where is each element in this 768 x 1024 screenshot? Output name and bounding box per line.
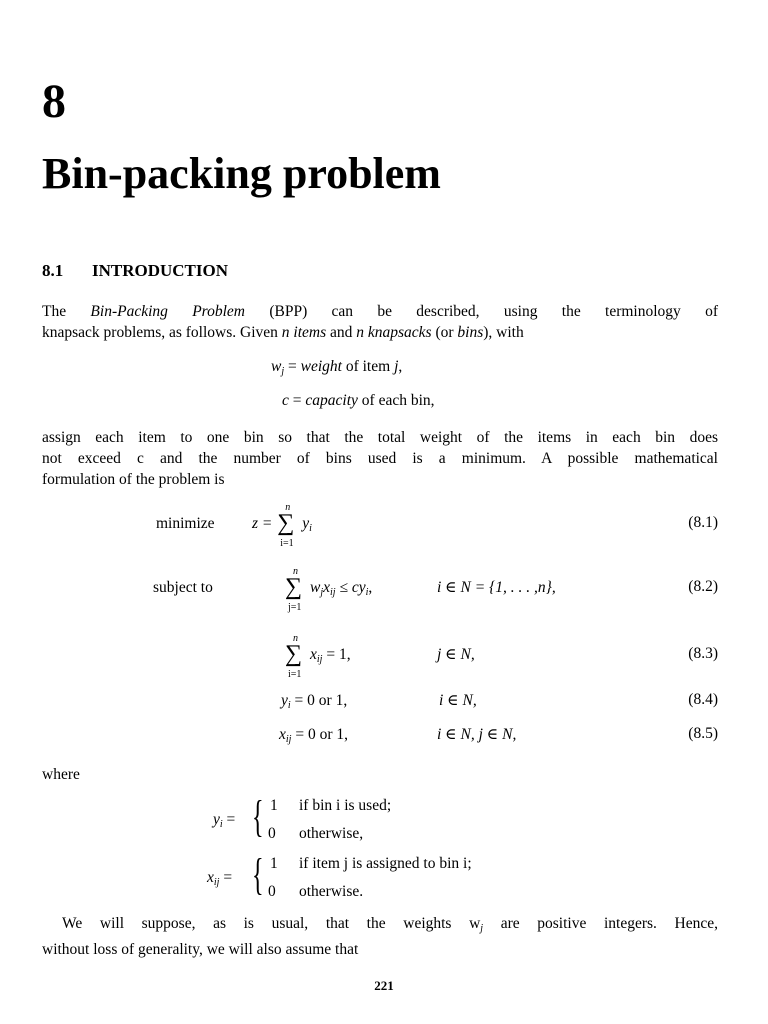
equation-8-1: z = n ∑ i=1 $y_i$ xyxy=(252,502,312,550)
assign-line-3: formulation of the problem is xyxy=(42,471,225,488)
subject-to-label: subject to xyxy=(153,579,213,596)
equation-number-8-3: (8.3) xyxy=(688,645,718,662)
assign-line-2: not exceed c and the number of bins used is a minimum. A possible mathematical xyxy=(42,450,718,467)
condition-8-3: j ∈ N, xyxy=(437,646,475,663)
chapter-title: Bin-packing problem xyxy=(42,149,441,198)
minimize-label: minimize xyxy=(156,515,215,532)
brace-y: { xyxy=(252,792,264,841)
equation-number-8-4: (8.4) xyxy=(688,691,718,708)
sum-symbol: n ∑ j=1 xyxy=(285,566,303,614)
intro-paragraph xyxy=(42,301,718,343)
equation-number-8-2: (8.2) xyxy=(688,578,718,595)
sum-symbol: n ∑ i=1 xyxy=(277,502,295,550)
equation-number-8-1: (8.1) xyxy=(688,514,718,531)
equation-8-4: $y_i = 0$ or 1, xyxy=(281,692,348,711)
sum-symbol: n ∑ i=1 xyxy=(285,633,303,681)
assign-paragraph xyxy=(42,427,718,490)
case-y-lhs: $y_i$ = xyxy=(213,811,236,830)
case-x-1-value: 1 xyxy=(270,855,278,872)
closing-line-1: We will suppose, as is usual, that the weights $w_j$ are positive integers. Hence, xyxy=(62,915,719,934)
section-title: INTRODUCTION xyxy=(92,261,229,280)
brace-x: { xyxy=(252,850,264,899)
case-y-1-text: if bin i is used; xyxy=(299,797,392,814)
condition-8-5: i ∈ N, j ∈ N, xyxy=(437,726,517,743)
equation-8-3: n ∑ i=1 $x_{ij} = 1$, xyxy=(285,633,351,681)
section-heading xyxy=(42,260,228,282)
chapter-number: 8 xyxy=(42,75,66,128)
case-y-1-value: 1 xyxy=(270,797,278,814)
equation-number-8-5: (8.5) xyxy=(688,725,718,742)
equation-8-5: $x_{ij} = 0$ or 1, xyxy=(279,726,348,745)
page-number: 221 xyxy=(374,978,394,993)
intro-line-1: The Bin-Packing Problem (BPP) can be described, using the terminology of xyxy=(42,303,718,320)
case-x-lhs: $x_{ij}$ = xyxy=(207,869,233,888)
closing-line-2: without loss of generality, we will also assume that xyxy=(42,941,359,958)
case-y-2-value: 0 xyxy=(268,825,276,842)
section-number: 8.1 xyxy=(42,261,64,280)
condition-8-4: i ∈ N, xyxy=(439,692,477,709)
case-y-2-text: otherwise, xyxy=(299,825,364,842)
definition-weight: $w_j$ = weight of item j, xyxy=(271,358,403,377)
intro-line-2: knapsack problems, as follows. Given n items and n knapsacks (or bins), with xyxy=(42,324,524,341)
condition-8-2: i ∈ N = {1, . . . ,n}, xyxy=(437,579,556,596)
definition-capacity: c = capacity of each bin, xyxy=(282,392,435,409)
case-x-2-text: otherwise. xyxy=(299,883,364,900)
closing-paragraph xyxy=(42,913,718,960)
assign-line-1: assign each item to one bin so that the total weight of the items in each bin does xyxy=(42,429,718,446)
case-x-2-value: 0 xyxy=(268,883,276,900)
equation-8-2: n ∑ j=1 $w_jx_{ij} \le cy_i$, xyxy=(285,566,373,614)
where-label: where xyxy=(42,766,80,783)
case-x-1-text: if item j is assigned to bin i; xyxy=(299,855,472,872)
